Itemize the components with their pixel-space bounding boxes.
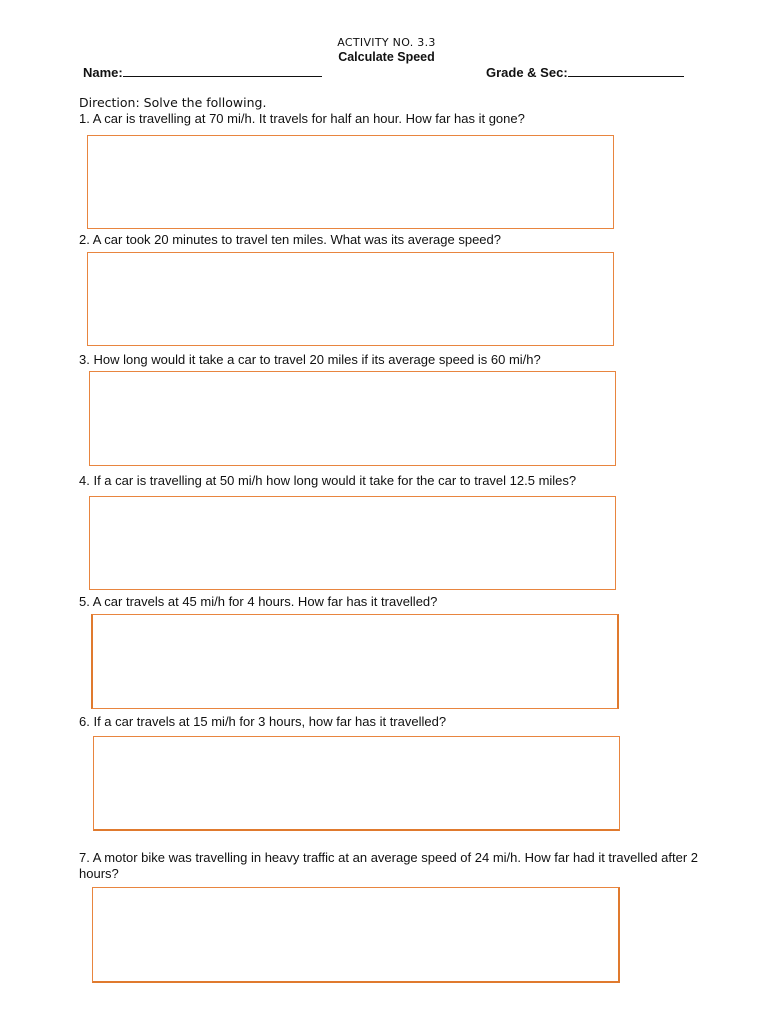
answer-box-5[interactable]: [91, 614, 619, 709]
answer-box-6[interactable]: [93, 736, 620, 831]
direction-text: Direction: Solve the following.: [79, 95, 267, 110]
question-7: 7. A motor bike was travelling in heavy traffic at an average speed of 24 mi/h. How far had it travelled after 2 hours?: [79, 850, 699, 881]
name-field[interactable]: [83, 64, 322, 82]
answer-box-2[interactable]: [87, 252, 614, 346]
question-1: 1. A car is travelling at 70 mi/h. It travels for half an hour. How far has it gone?: [79, 111, 525, 126]
grade-section-blank-line[interactable]: [568, 64, 684, 77]
answer-box-7[interactable]: [92, 887, 620, 983]
question-3: 3. How long would it take a car to travel 20 miles if its average speed is 60 mi/h?: [79, 352, 541, 367]
grade-section-label: Grade & Sec:: [486, 65, 568, 80]
question-6: 6. If a car travels at 15 mi/h for 3 hours, how far has it travelled?: [79, 714, 447, 729]
question-2: 2. A car took 20 minutes to travel ten miles. What was its average speed?: [79, 232, 501, 247]
question-5: 5. A car travels at 45 mi/h for 4 hours. How far has it travelled?: [79, 594, 438, 609]
question-4: 4. If a car is travelling at 50 mi/h how long would it take for the car to travel 12.5 miles?: [79, 473, 577, 488]
name-label: Name:: [83, 65, 123, 80]
answer-box-3[interactable]: [89, 371, 616, 466]
grade-section-field[interactable]: [486, 64, 684, 82]
answer-box-1[interactable]: [87, 135, 614, 229]
worksheet-title: Calculate Speed: [338, 50, 435, 64]
answer-box-4[interactable]: [89, 496, 616, 590]
activity-number: ACTIVITY NO. 3.3: [337, 36, 436, 49]
name-blank-line[interactable]: [123, 64, 322, 77]
